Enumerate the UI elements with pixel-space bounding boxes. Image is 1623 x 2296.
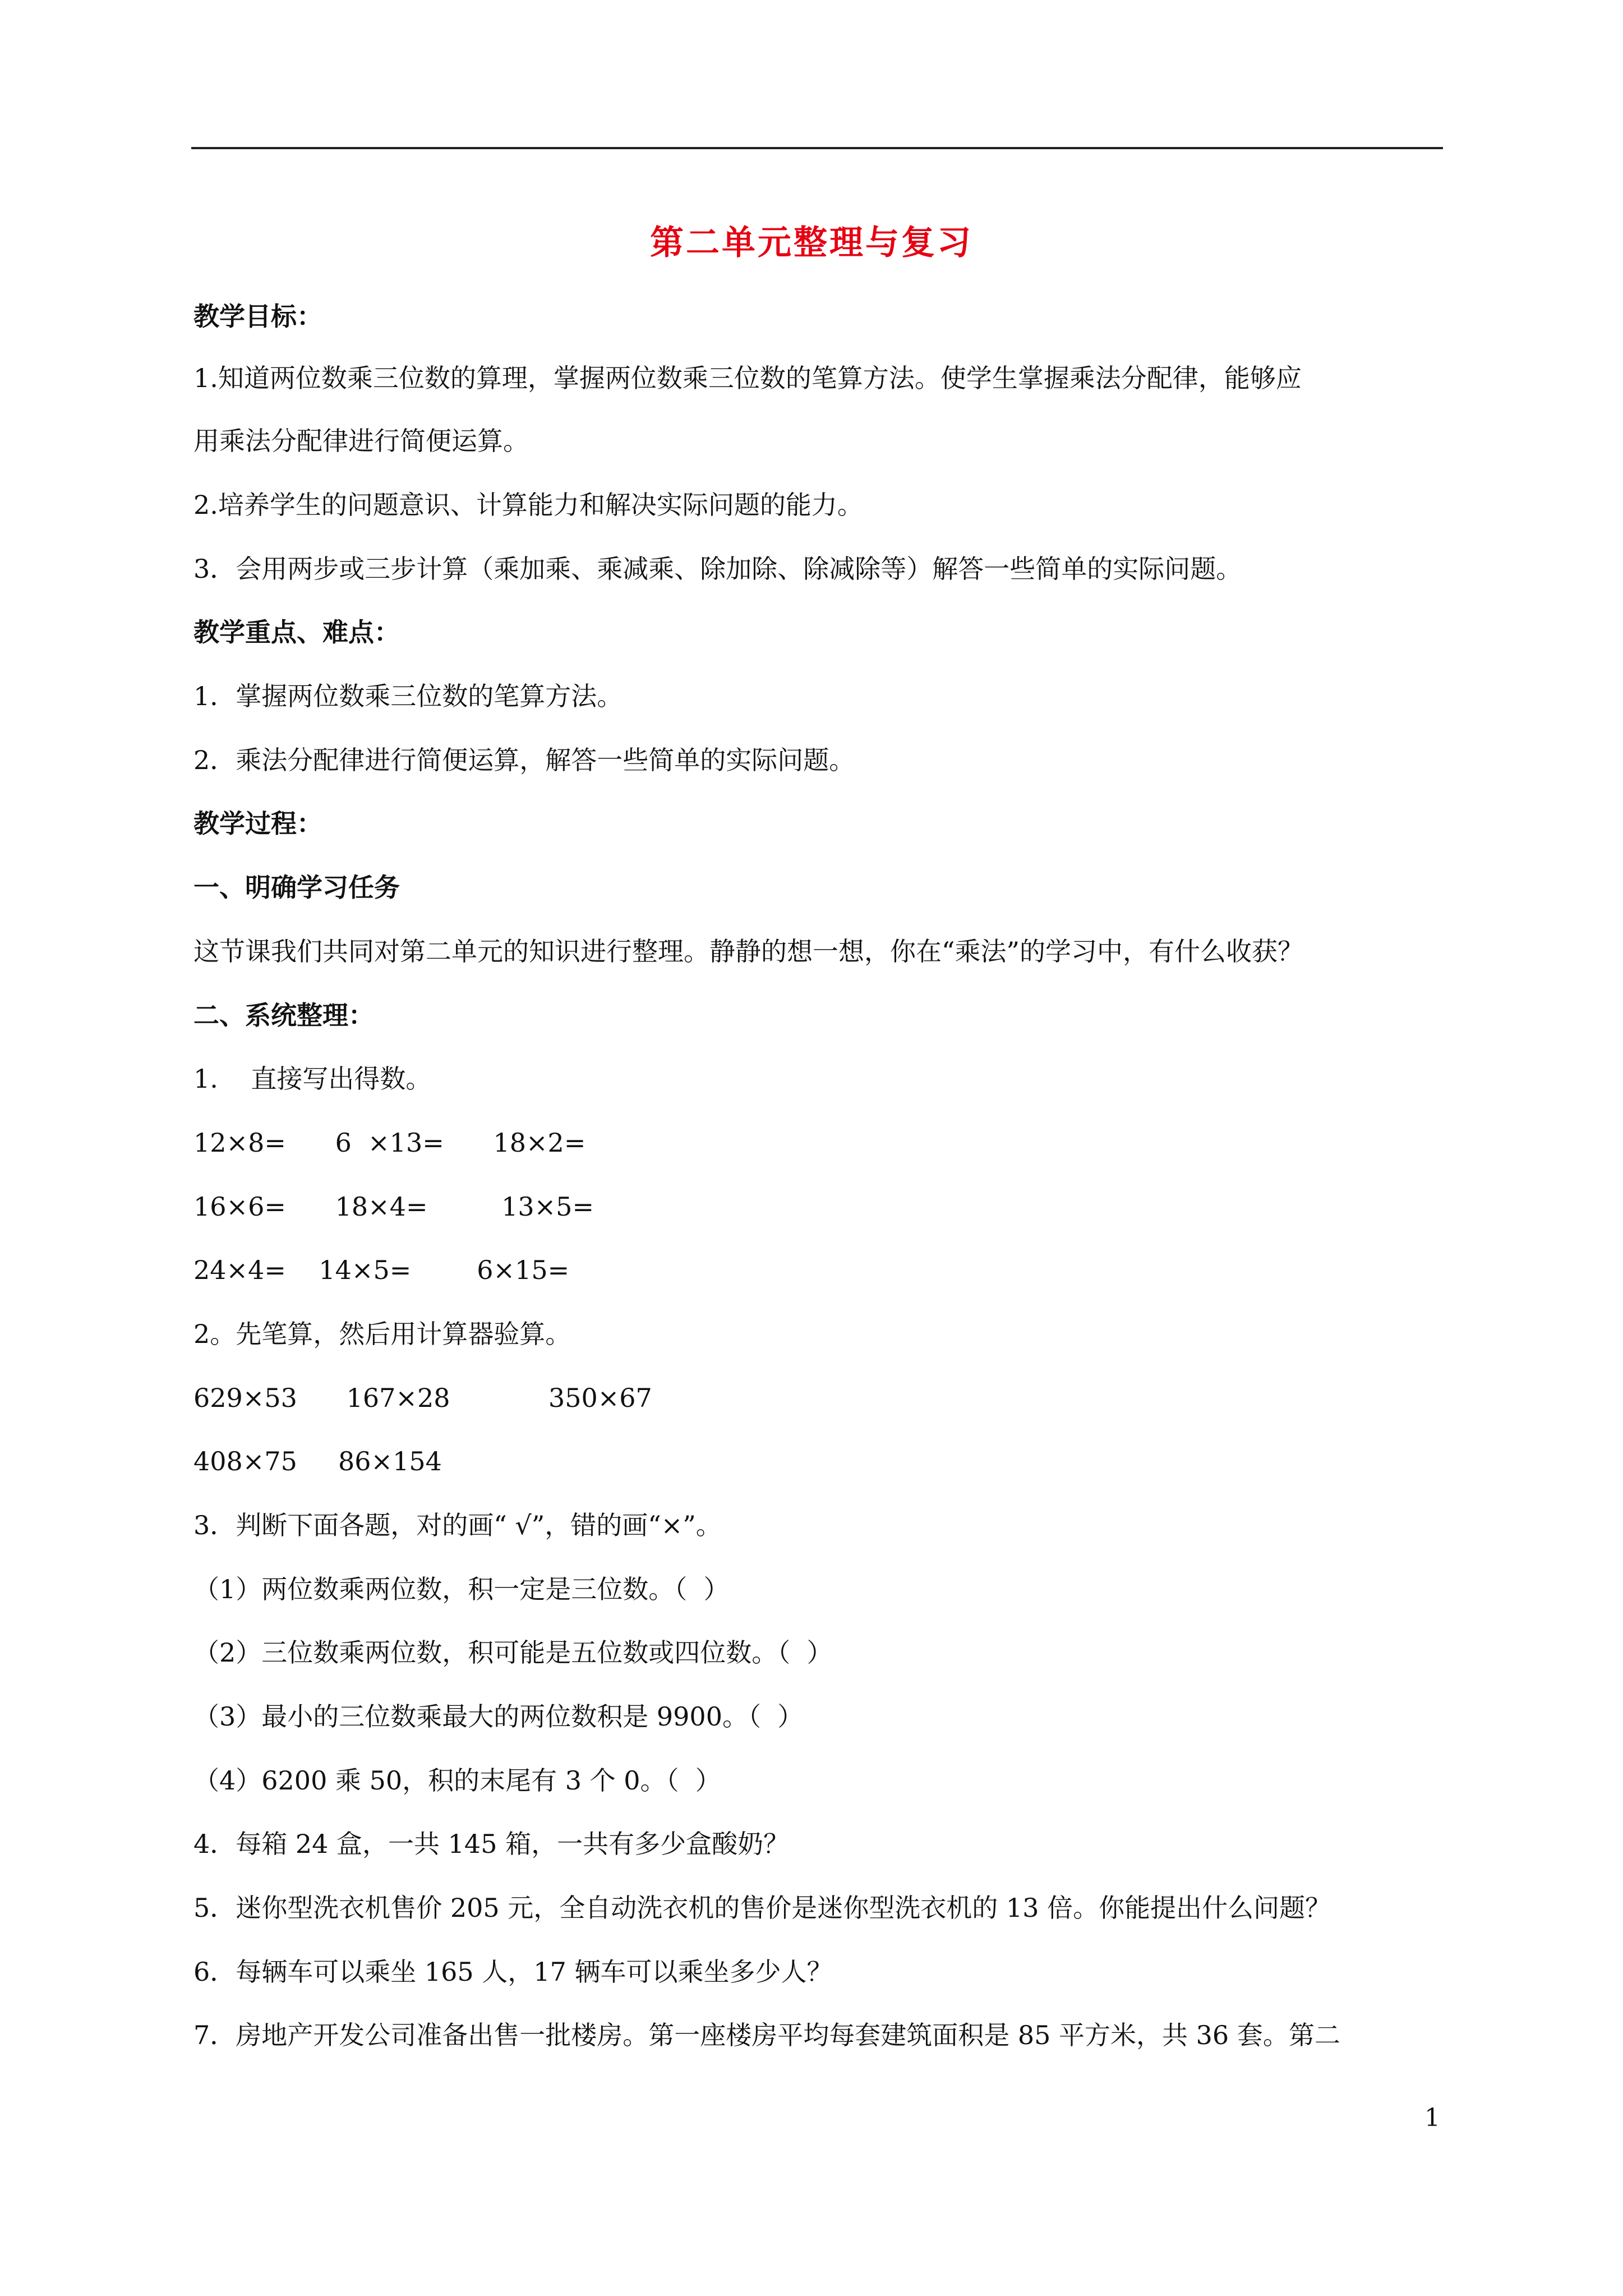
section-heading-process: 教学过程：: [193, 808, 322, 839]
key-point-2: 2．乘法分配律进行简便运算，解答一些简单的实际问题。: [193, 745, 855, 775]
subheading-task: 一、明确学习任务: [193, 872, 400, 903]
section-heading-key-points: 教学重点、难点：: [193, 617, 400, 647]
exercise-3-item-2: （2）三位数乘两位数，积可能是五位数或四位数。（ ）: [193, 1637, 833, 1668]
exercise-1-row-3: 24×4= 14×5= 6×15=: [193, 1255, 570, 1285]
exercise-3-item-3: （3）最小的三位数乘最大的两位数积是 9900。（ ）: [193, 1701, 804, 1732]
exercise-6: 6．每辆车可以乘坐 165 人，17 辆车可以乘坐多少人？: [193, 1957, 833, 1987]
objective-3: 3．会用两步或三步计算（乘加乘、乘减乘、除加除、除减除等）解答一些简单的实际问题。: [193, 554, 1242, 584]
exercise-5: 5．迷你型洗衣机售价 205 元，全自动洗衣机的售价是迷你型洗衣机的 13 倍。你能提出什么问题？: [193, 1893, 1331, 1923]
header-rule: [191, 147, 1443, 149]
exercise-3-item-4: （4）6200 乘 50，积的末尾有 3 个 0。（ ）: [193, 1765, 721, 1796]
exercise-4: 4．每箱 24 盒，一共 145 箱，一共有多少盒酸奶？: [193, 1829, 790, 1859]
exercise-2-prompt: 2。先笔算，然后用计算器验算。: [193, 1319, 571, 1349]
exercise-7: 7．房地产开发公司准备出售一批楼房。第一座楼房平均每套建筑面积是 85 平方米，共 36 套。第二: [193, 2020, 1340, 2050]
subheading-review: 二、系统整理：: [193, 1000, 374, 1030]
objective-1-line-1: 1.知道两位数乘三位数的算理，掌握两位数乘三位数的笔算方法。使学生掌握乘法分配律，能够应: [193, 363, 1302, 393]
key-point-1: 1．掌握两位数乘三位数的笔算方法。: [193, 681, 623, 711]
exercise-1-row-2: 16×6= 18×4= 13×5=: [193, 1191, 594, 1222]
intro-paragraph: 这节课我们共同对第二单元的知识进行整理。静静的想一想，你在“乘法”的学习中，有什么收获？: [193, 936, 1304, 967]
exercise-1-prompt: 1. 直接写出得数。: [193, 1064, 432, 1094]
exercise-2-row-1: 629×53 167×28 350×67: [193, 1383, 652, 1413]
objective-1-line-2: 用乘法分配律进行简便运算。: [193, 426, 529, 456]
page-title: 第二单元整理与复习: [650, 223, 973, 263]
exercise-2-row-2: 408×75 86×154: [193, 1446, 442, 1476]
page-number: 1: [1424, 2104, 1440, 2132]
section-heading-objectives: 教学目标：: [193, 301, 322, 332]
objective-2: 2.培养学生的问题意识、计算能力和解决实际问题的能力。: [193, 490, 863, 520]
exercise-3-prompt: 3．判断下面各题，对的画“ √”，错的画“×”。: [193, 1510, 722, 1540]
exercise-3-item-1: （1）两位数乘两位数，积一定是三位数。（ ）: [193, 1574, 730, 1604]
exercise-1-row-1: 12×8= 6 ×13= 18×2=: [193, 1128, 586, 1158]
